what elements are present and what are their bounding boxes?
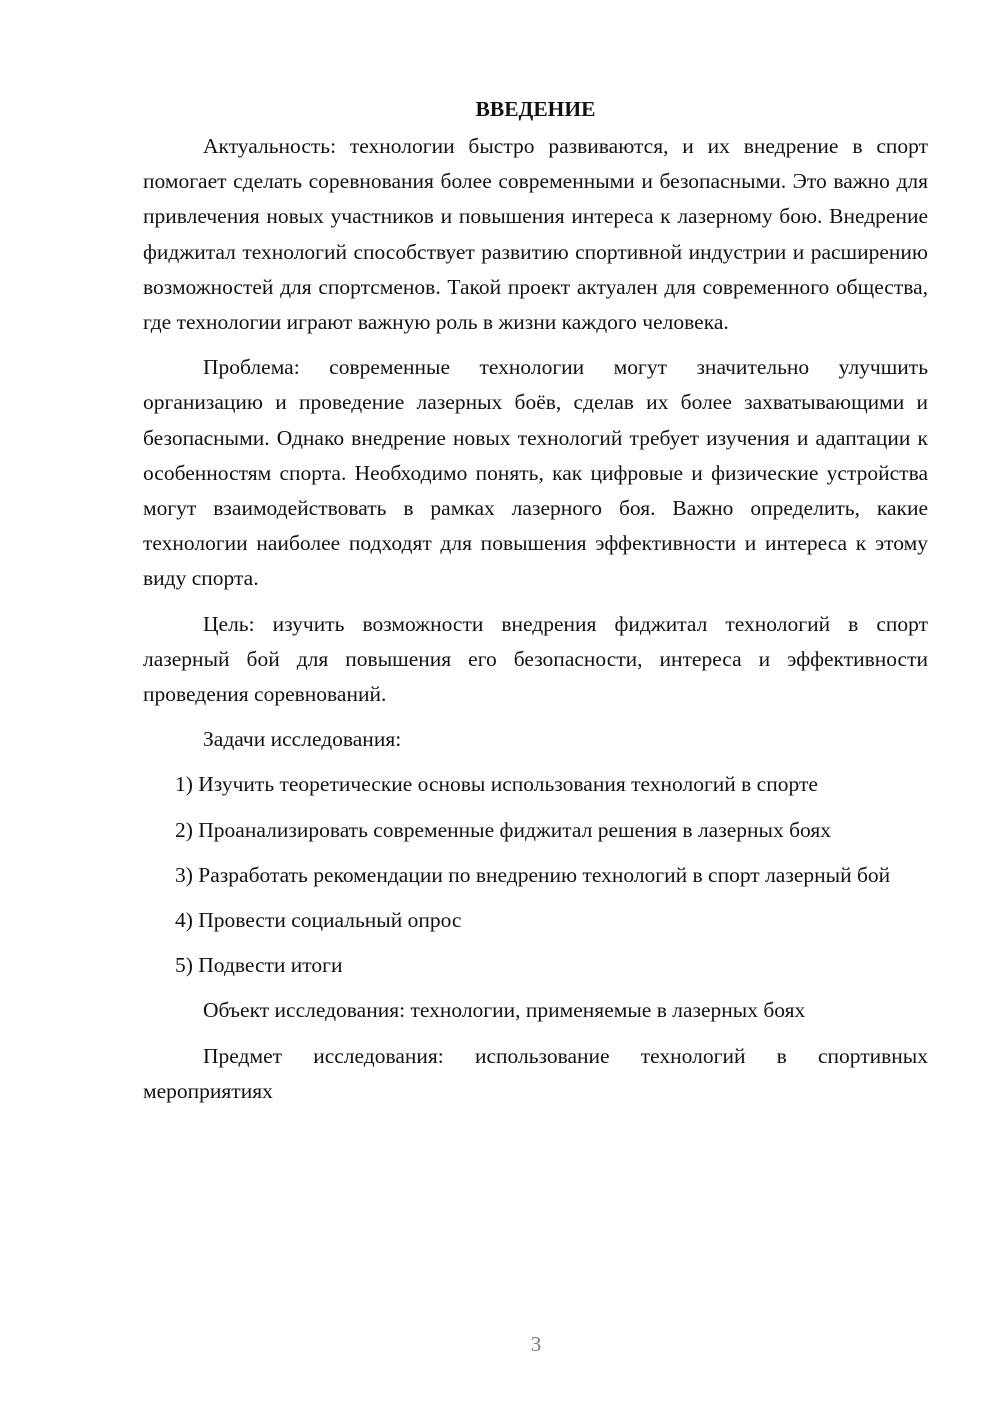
page-content [143,92,928,1119]
section-title: ВВЕДЕНИЕ [475,97,596,121]
paragraph-goal: Цель: изучить возможности внедрения фиджитал технологий в спорт лазерный бой для повышения его безопасности, интереса и эффективности проведения соревнований. [143,611,928,707]
task-item-4: 4) Провести социальный опрос [175,908,462,933]
tasks-heading: Задачи исследования: [203,727,402,752]
page-number: 3 [530,1332,542,1356]
task-item-1: 1) Изучить теоретические основы использования технологий в спорте [175,772,818,797]
task-item-3: 3) Разработать рекомендации по внедрению технологий в спорт лазерный бой [175,862,891,887]
research-subject: Предмет исследования: использование технологий в спортивных мероприятиях [143,1043,928,1103]
research-object: Объект исследования: технологии, применяемые в лазерных боях [203,998,806,1023]
task-item-5: 5) Подвести итоги [175,953,343,978]
paragraph-relevance: Актуальность: технологии быстро развиваются, и их внедрение в спорт помогает сделать соревнования более современными и безопасными. Это важно для привлечения новых участников и повышения интереса к лазерному бою. Внедрение фиджитал технологий способствует развитию спортивной индустрии и расширению возможностей для спортсменов. Такой проект актуален для современного общества, где технологии играют важную роль в жизни каждого человека. [143,134,928,335]
paragraph-problem: Проблема: современные технологии могут значительно улучшить организацию и проведение лазерных боёв, сделав их более захватывающими и безопасными. Однако внедрение новых технологий требует изучения и адаптации к особенностям спорта. Необходимо понять, как цифровые и физические устройства могут взаимодействовать в рамках лазерного боя. Важно определить, какие технологии наиболее подходят для повышения эффективности и интереса к этому виду спорта. [143,355,928,591]
task-item-2: 2) Проанализировать современные фиджитал решения в лазерных боях [175,817,831,842]
